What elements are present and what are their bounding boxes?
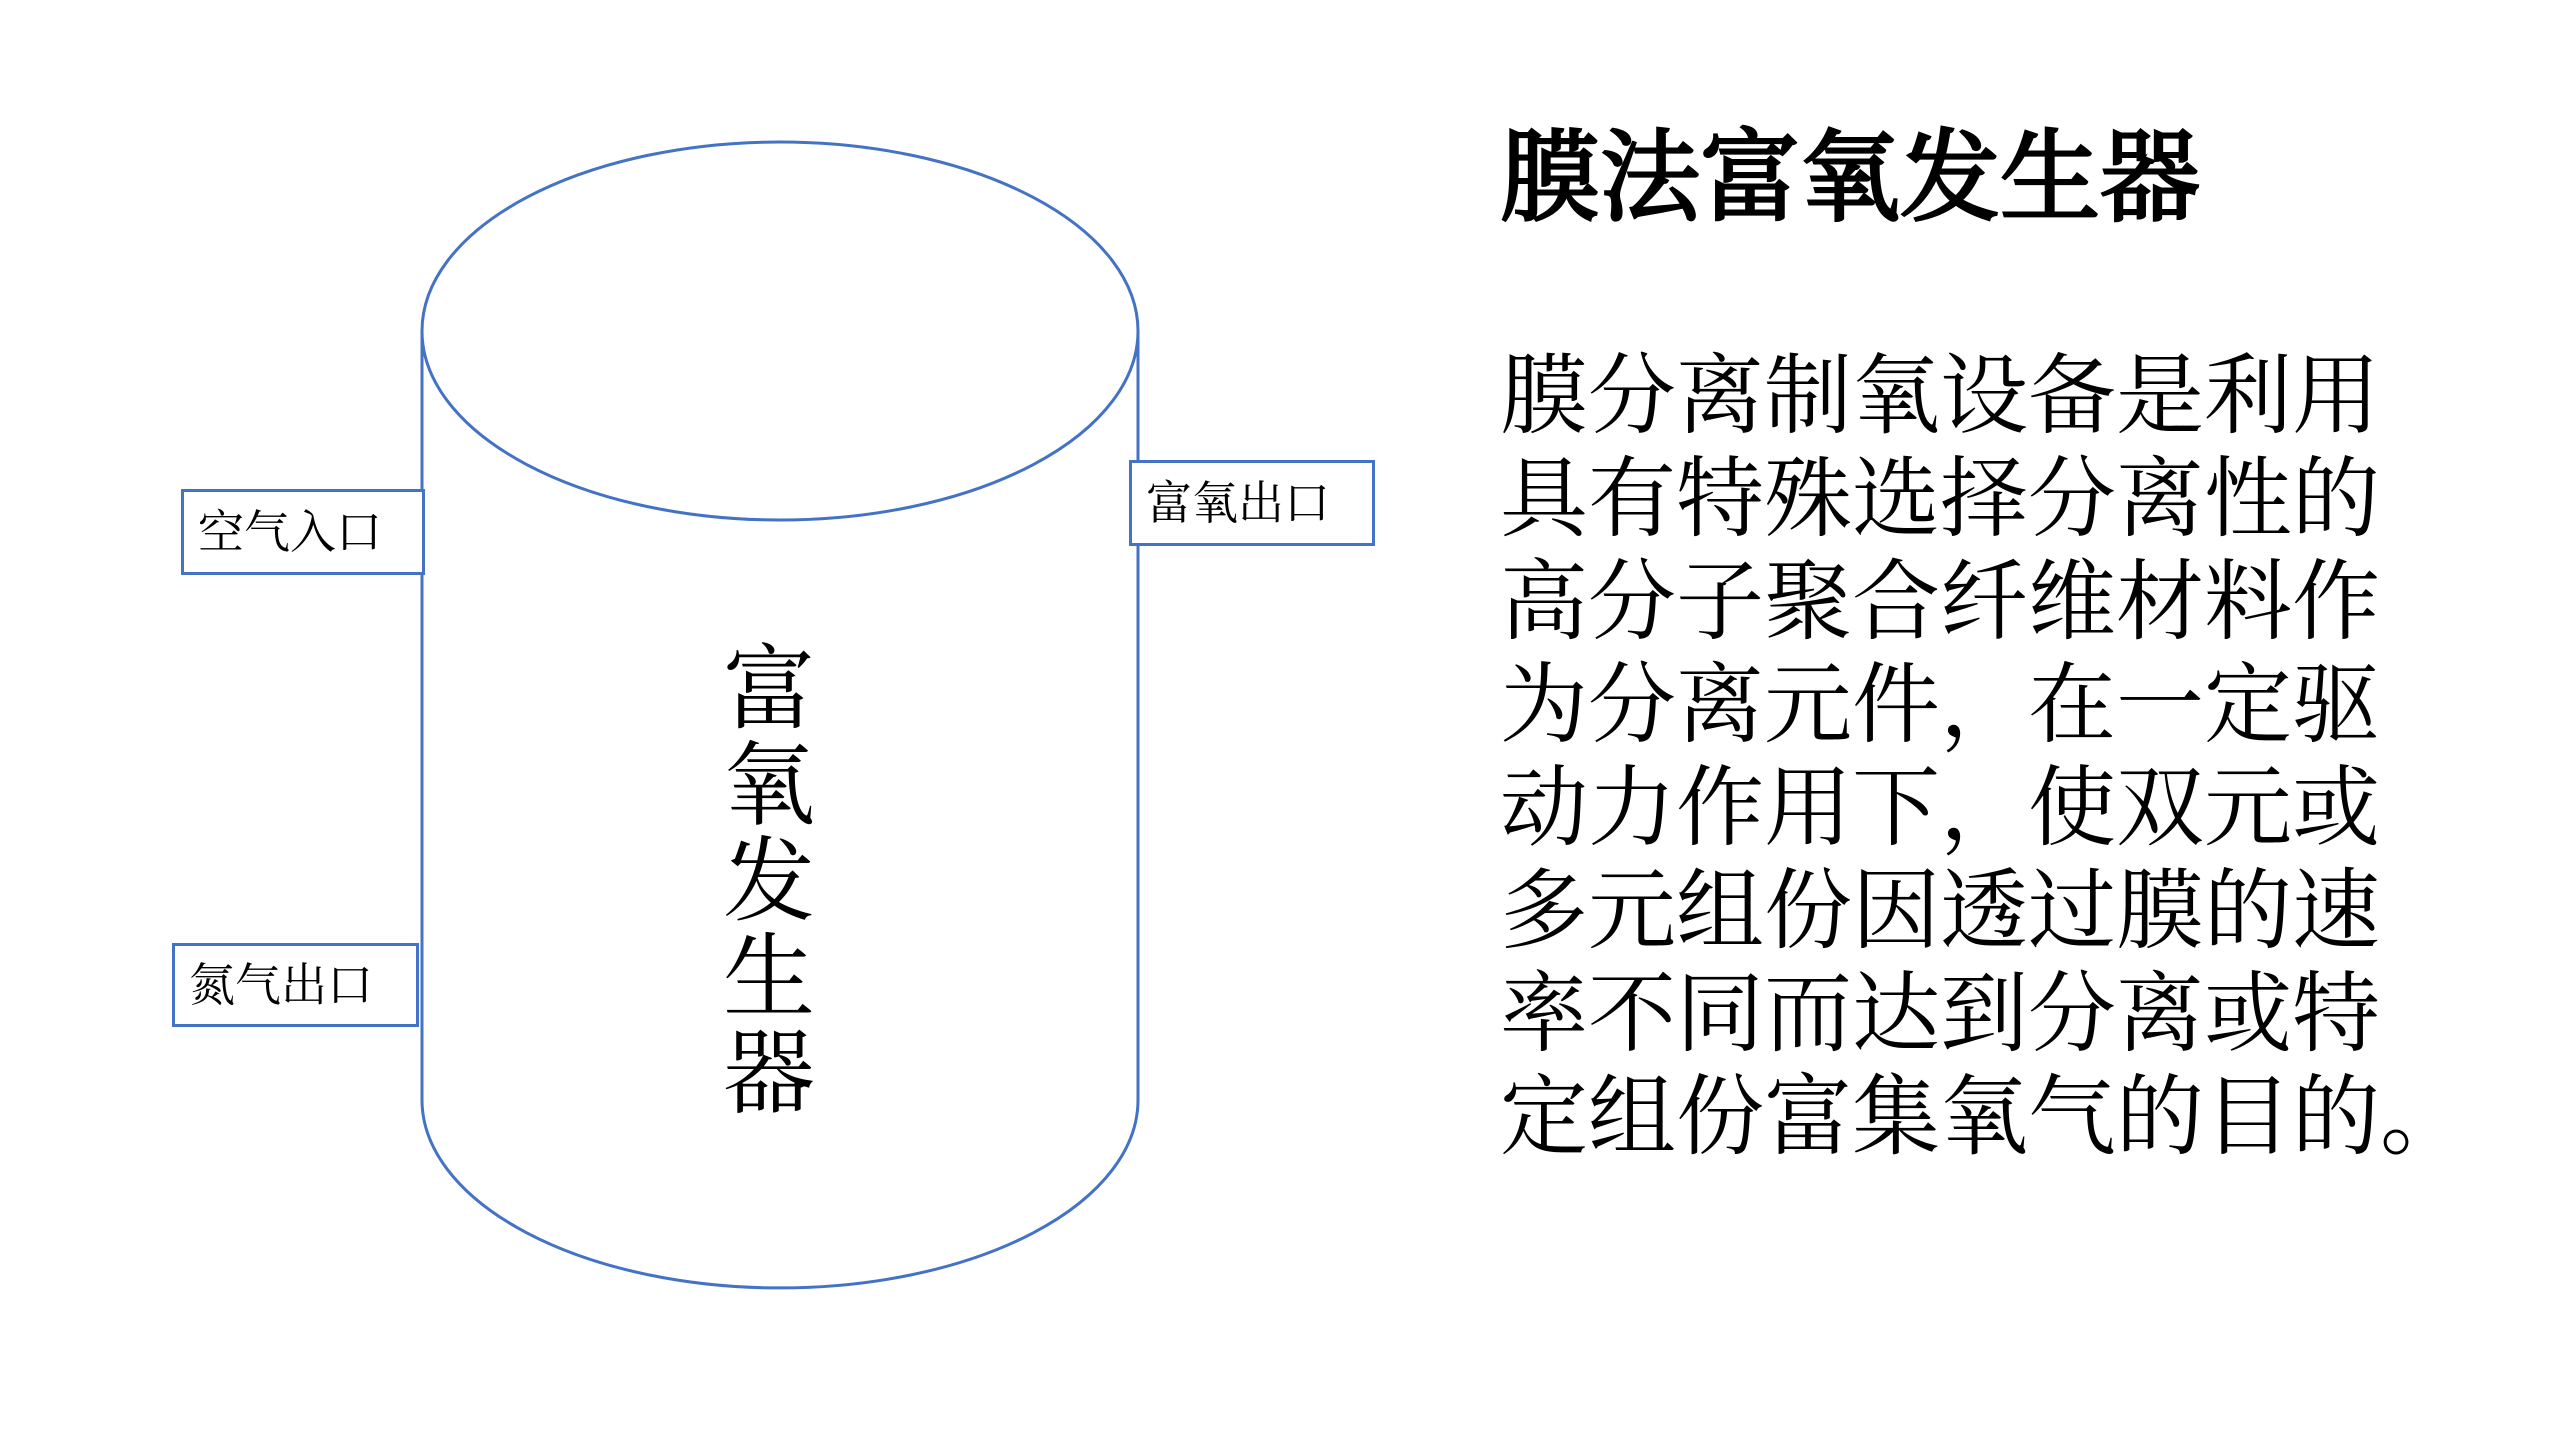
cylinder-top-ellipse (422, 142, 1138, 520)
nitrogen-outlet-label: 氮气出口 (172, 943, 419, 1027)
description-line: 率不同而达到分离或特 (1500, 964, 2381, 1063)
description-line: 高分子聚合纤维材料作 (1500, 552, 2381, 651)
description-line: 定组份富集氧气的目的。 (1500, 1067, 2469, 1166)
cylinder-vertical-label: 富氧发生器 (710, 640, 812, 1120)
description-line: 具有特殊选择分离性的 (1500, 449, 2381, 548)
cylinder-bottom-arc (422, 1100, 1138, 1288)
diagram-title: 膜法富氧发生器 (1500, 122, 2200, 234)
description-line: 膜分离制氧设备是利用 (1500, 346, 2381, 445)
oxygen-outlet-label: 富氧出口 (1129, 460, 1375, 546)
air-inlet-label: 空气入口 (181, 489, 425, 575)
description-line: 为分离元件，在一定驱 (1500, 655, 2381, 754)
description-line: 动力作用下，使双元或 (1500, 758, 2381, 857)
description-paragraph (1500, 344, 2468, 1168)
description-line: 多元组份因透过膜的速 (1500, 861, 2381, 960)
